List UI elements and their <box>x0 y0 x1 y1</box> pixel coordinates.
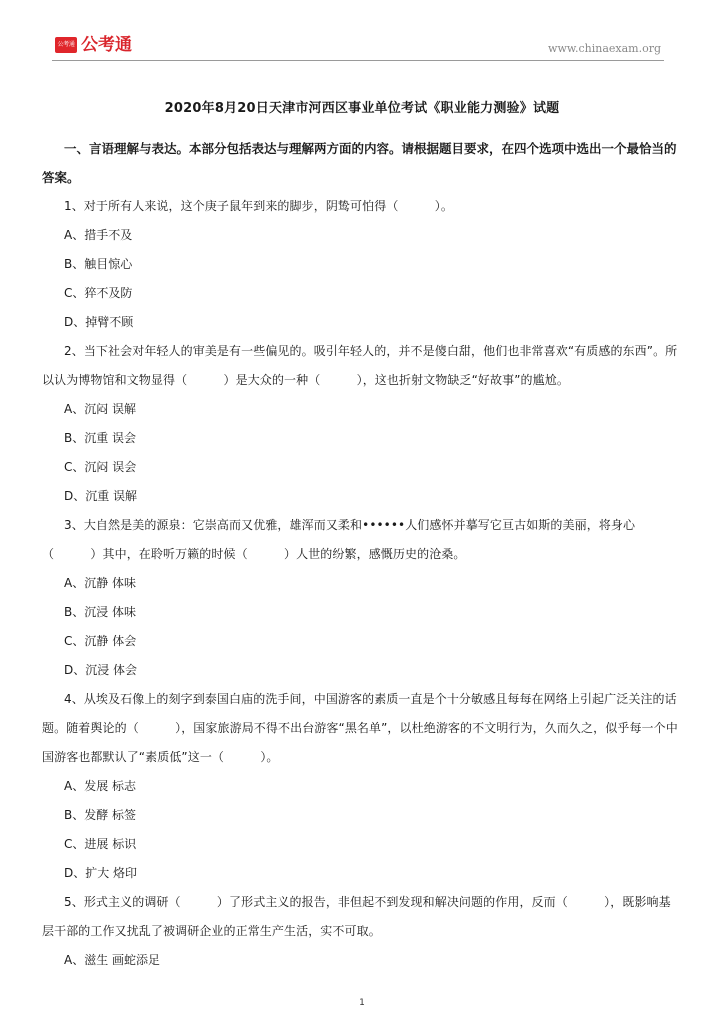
document-title: 2020年8月20日天津市河西区事业单位考试《职业能力测验》试题 <box>164 101 560 116</box>
question-option: D、扩大 烙印 <box>64 866 138 880</box>
question-2 <box>42 337 682 511</box>
question-stem: 4、从埃及石像上的刻字到泰国白庙的洗手间，中国游客的素质一直是个十分敏感且每每在网络上引起广泛关注的话题。随着舆论的（ ），国家旅游局不得不出台游客“黑名单”，以杜绝游客的不文明行为，久而久之，似乎每一个中国游客也都默认了“素质低”这一（ ）。 <box>42 692 678 764</box>
question-option: A、发展 标志 <box>64 779 137 793</box>
page-header <box>55 34 661 60</box>
question-1 <box>42 192 682 337</box>
question-option: A、沉闷 误解 <box>64 402 137 416</box>
question-option: D、掉臂不顾 <box>64 315 134 329</box>
brand-logo-icon: 公考通 <box>55 37 77 53</box>
question-4 <box>42 685 682 888</box>
question-stem: 1、对于所有人来说，这个庚子鼠年到来的脚步，阴鸷可怕得（ ）。 <box>64 199 453 213</box>
question-option: D、沉浸 体会 <box>64 663 138 677</box>
page-number: 1 <box>359 998 365 1008</box>
document-body <box>42 134 682 975</box>
question-stem: 5、形式主义的调研（ ）了形式主义的报告，非但起不到发现和解决问题的作用，反而（ ），既影响基层干部的工作又扰乱了被调研企业的正常生产生活，实不可取。 <box>42 895 671 938</box>
question-option: B、发酵 标签 <box>64 808 137 822</box>
question-option: C、猝不及防 <box>64 286 133 300</box>
question-option: C、进展 标识 <box>64 837 137 851</box>
site-url: www.chinaexam.org <box>548 42 661 55</box>
question-option: B、沉浸 体味 <box>64 605 137 619</box>
question-option: A、滋生 画蛇添足 <box>64 953 161 967</box>
question-option: C、沉静 体会 <box>64 634 137 648</box>
question-5 <box>42 888 682 975</box>
question-3 <box>42 511 682 685</box>
question-option: D、沉重 误解 <box>64 489 138 503</box>
section-intro: 一、言语理解与表达。本部分包括表达与理解两方面的内容。请根据题目要求，在四个选项中选出一个最恰当的答案。 <box>42 141 677 185</box>
question-option: B、触目惊心 <box>64 257 133 271</box>
brand-logo-text: 公考通 <box>81 35 132 55</box>
question-option: C、沉闷 误会 <box>64 460 137 474</box>
question-stem: 3、大自然是美的源泉：它崇高而又优雅，雄浑而又柔和••••••人们感怀并摹写它亘古如斯的美丽，将身心（ ）其中，在聆听万籁的时候（ ）人世的纷繁，感慨历史的沧桑。 <box>42 518 636 561</box>
question-option: B、沉重 误会 <box>64 431 137 445</box>
header-divider <box>52 60 664 61</box>
question-option: A、沉静 体味 <box>64 576 137 590</box>
question-option: A、措手不及 <box>64 228 133 242</box>
question-stem: 2、当下社会对年轻人的审美是有一些偏见的。吸引年轻人的，并不是傻白甜，他们也非常喜欢“有质感的东西”。所以认为博物馆和文物显得（ ）是大众的一种（ ），这也折射文物缺乏“好故事”的尴尬。 <box>42 344 678 387</box>
